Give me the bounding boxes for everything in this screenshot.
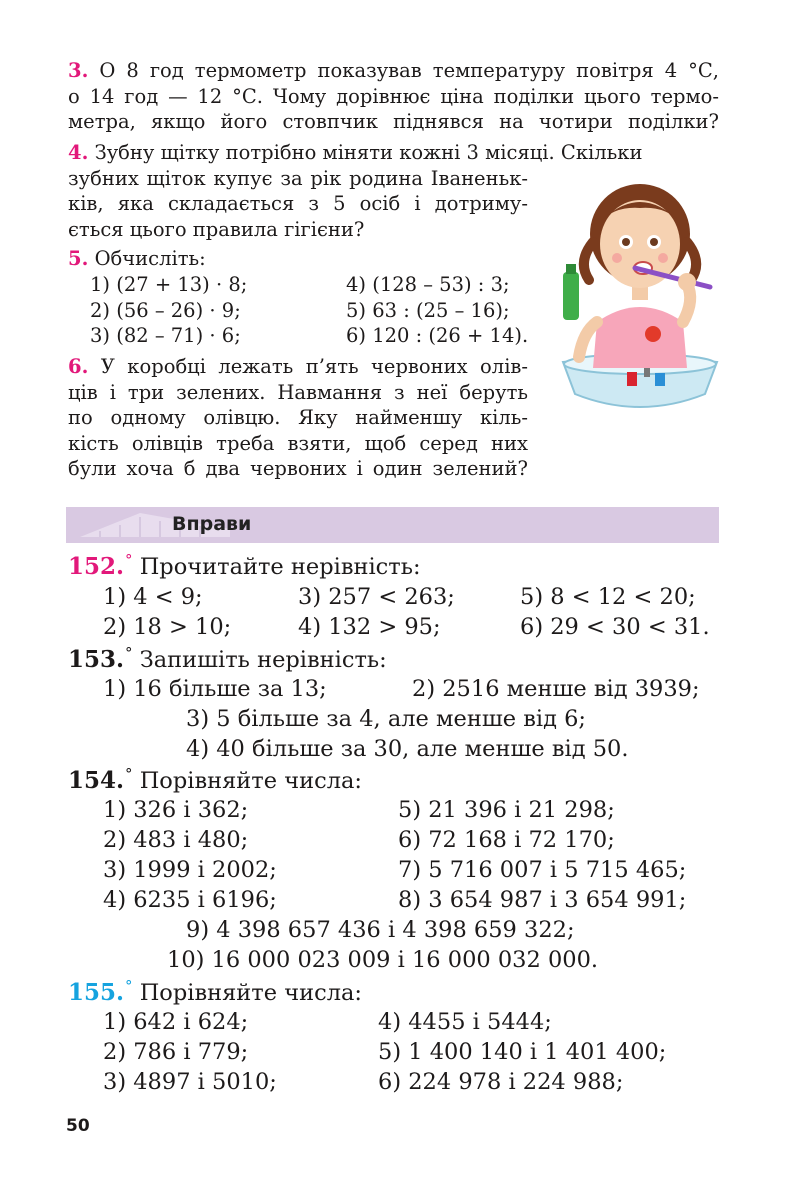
calc-item: 2) (56 – 26) · 9; <box>90 298 241 322</box>
problem-number: 3. <box>68 59 89 82</box>
calc-item: 5) 63 : (25 – 16); <box>346 298 510 322</box>
exercise-item: 4) 6235 і 6196; <box>103 887 277 913</box>
problem-text: о 14 год — 12 °С. Чому дорівнює ціна поділки цього термо- <box>68 84 719 108</box>
exercise-item: 2) 483 і 480; <box>103 827 249 853</box>
problem-title: Обчисліть: <box>94 247 206 270</box>
exercise-item: 5) 8 < 12 < 20; <box>520 584 696 610</box>
section-title: Вправи <box>172 513 252 535</box>
exercise-item: 2) 2516 менше від 3939; <box>412 676 700 702</box>
degree-mark: ° <box>125 551 133 569</box>
exercise-item: 6) 72 168 і 72 170; <box>398 827 615 853</box>
exercise-item: 8) 3 654 987 і 3 654 991; <box>398 887 687 913</box>
page-number: 50 <box>66 1116 90 1136</box>
calc-list-right <box>346 272 528 349</box>
problem-text: У коробці лежать п’ять червоних олів- <box>100 355 528 378</box>
exercise-item: 5) 21 396 і 21 298; <box>398 797 615 823</box>
exercise-154 <box>68 766 362 798</box>
calc-item: 6) 120 : (26 + 14). <box>346 324 529 347</box>
exercise-item: 3) 1999 і 2002; <box>103 857 277 883</box>
exercise-item: 6) 224 978 і 224 988; <box>378 1069 624 1095</box>
exercise-item: 1) 16 більше за 13; <box>103 676 327 702</box>
exercise-number: 153. <box>68 646 125 673</box>
problem-text: кість олівців треба взяти, щоб серед них <box>68 431 528 455</box>
exercise-item: 7) 5 716 007 і 5 715 465; <box>398 857 687 883</box>
exercise-153 <box>68 645 387 677</box>
problem-5 <box>68 246 206 272</box>
exercise-title: Прочитайте нерівність: <box>139 554 421 580</box>
exercise-number: 155. <box>68 979 125 1006</box>
exercise-number: 152. <box>68 553 125 580</box>
exercise-title: Порівняйте числа: <box>139 980 362 1006</box>
degree-mark: ° <box>125 644 133 662</box>
problem-text: ців і три зелених. Навмання з неї беруть <box>68 380 528 404</box>
exercise-item: 5) 1 400 140 і 1 401 400; <box>378 1039 667 1065</box>
degree-mark: ° <box>125 977 133 995</box>
exercise-item: 6) 29 < 30 < 31. <box>520 614 710 640</box>
problem-text: ється цього правила гігієни? <box>68 217 365 241</box>
problem-text: зубних щіток купує за рік родина Іваненьк- <box>68 166 528 190</box>
exercise-item: 9) 4 398 657 436 і 4 398 659 322; <box>186 917 575 943</box>
problem-6 <box>68 354 528 482</box>
problem-3 <box>68 58 719 135</box>
calc-item: 4) (128 – 53) : 3; <box>346 273 510 296</box>
exercise-item: 3) 5 більше за 4, але менше від 6; <box>186 706 586 732</box>
problem-text: ків, яка складається з 5 осіб і дотриму- <box>68 192 528 215</box>
exercise-item: 4) 4455 і 5444; <box>378 1009 552 1035</box>
exercise-item: 3) 257 < 263; <box>298 584 455 610</box>
exercise-item: 10) 16 000 023 009 і 16 000 032 000. <box>167 947 599 973</box>
section-banner <box>66 507 719 543</box>
problem-number: 5. <box>68 247 89 270</box>
problem-text: Зубну щітку потрібно міняти кожні 3 місяці. Скільки <box>94 141 643 164</box>
exercise-152 <box>68 552 421 584</box>
exercise-item: 1) 4 < 9; <box>103 584 203 610</box>
exercise-title: Порівняйте числа: <box>139 768 362 794</box>
calc-item: 1) (27 + 13) · 8; <box>90 273 248 296</box>
problem-text: О 8 год термометр показував температуру повітря 4 °С, <box>99 59 719 82</box>
exercise-item: 3) 4897 і 5010; <box>103 1069 277 1095</box>
girl-brushing-teeth-icon <box>555 172 725 432</box>
problem-number: 4. <box>68 141 89 164</box>
exercise-item: 1) 326 і 362; <box>103 797 249 823</box>
calc-list-left <box>90 272 247 349</box>
problem-text: метра, якщо його стовпчик піднявся на чотири поділки? <box>68 110 719 133</box>
degree-mark: ° <box>125 765 133 783</box>
exercise-number: 154. <box>68 767 125 794</box>
calc-item: 3) (82 – 71) · 6; <box>90 324 241 347</box>
exercise-item: 2) 786 і 779; <box>103 1039 249 1065</box>
exercise-155 <box>68 978 362 1010</box>
exercise-item: 4) 132 > 95; <box>298 614 441 640</box>
exercise-item: 1) 642 і 624; <box>103 1009 249 1035</box>
problem-number: 6. <box>68 355 89 378</box>
exercise-item: 2) 18 > 10; <box>103 614 232 640</box>
problem-text: по одному олівцю. Яку найменшу кіль- <box>68 406 528 429</box>
exercise-title: Запишіть нерівність: <box>139 647 387 673</box>
exercise-item: 4) 40 більше за 30, але менше від 50. <box>186 736 629 762</box>
problem-text: були хоча б два червоних і один зелений? <box>68 457 528 480</box>
